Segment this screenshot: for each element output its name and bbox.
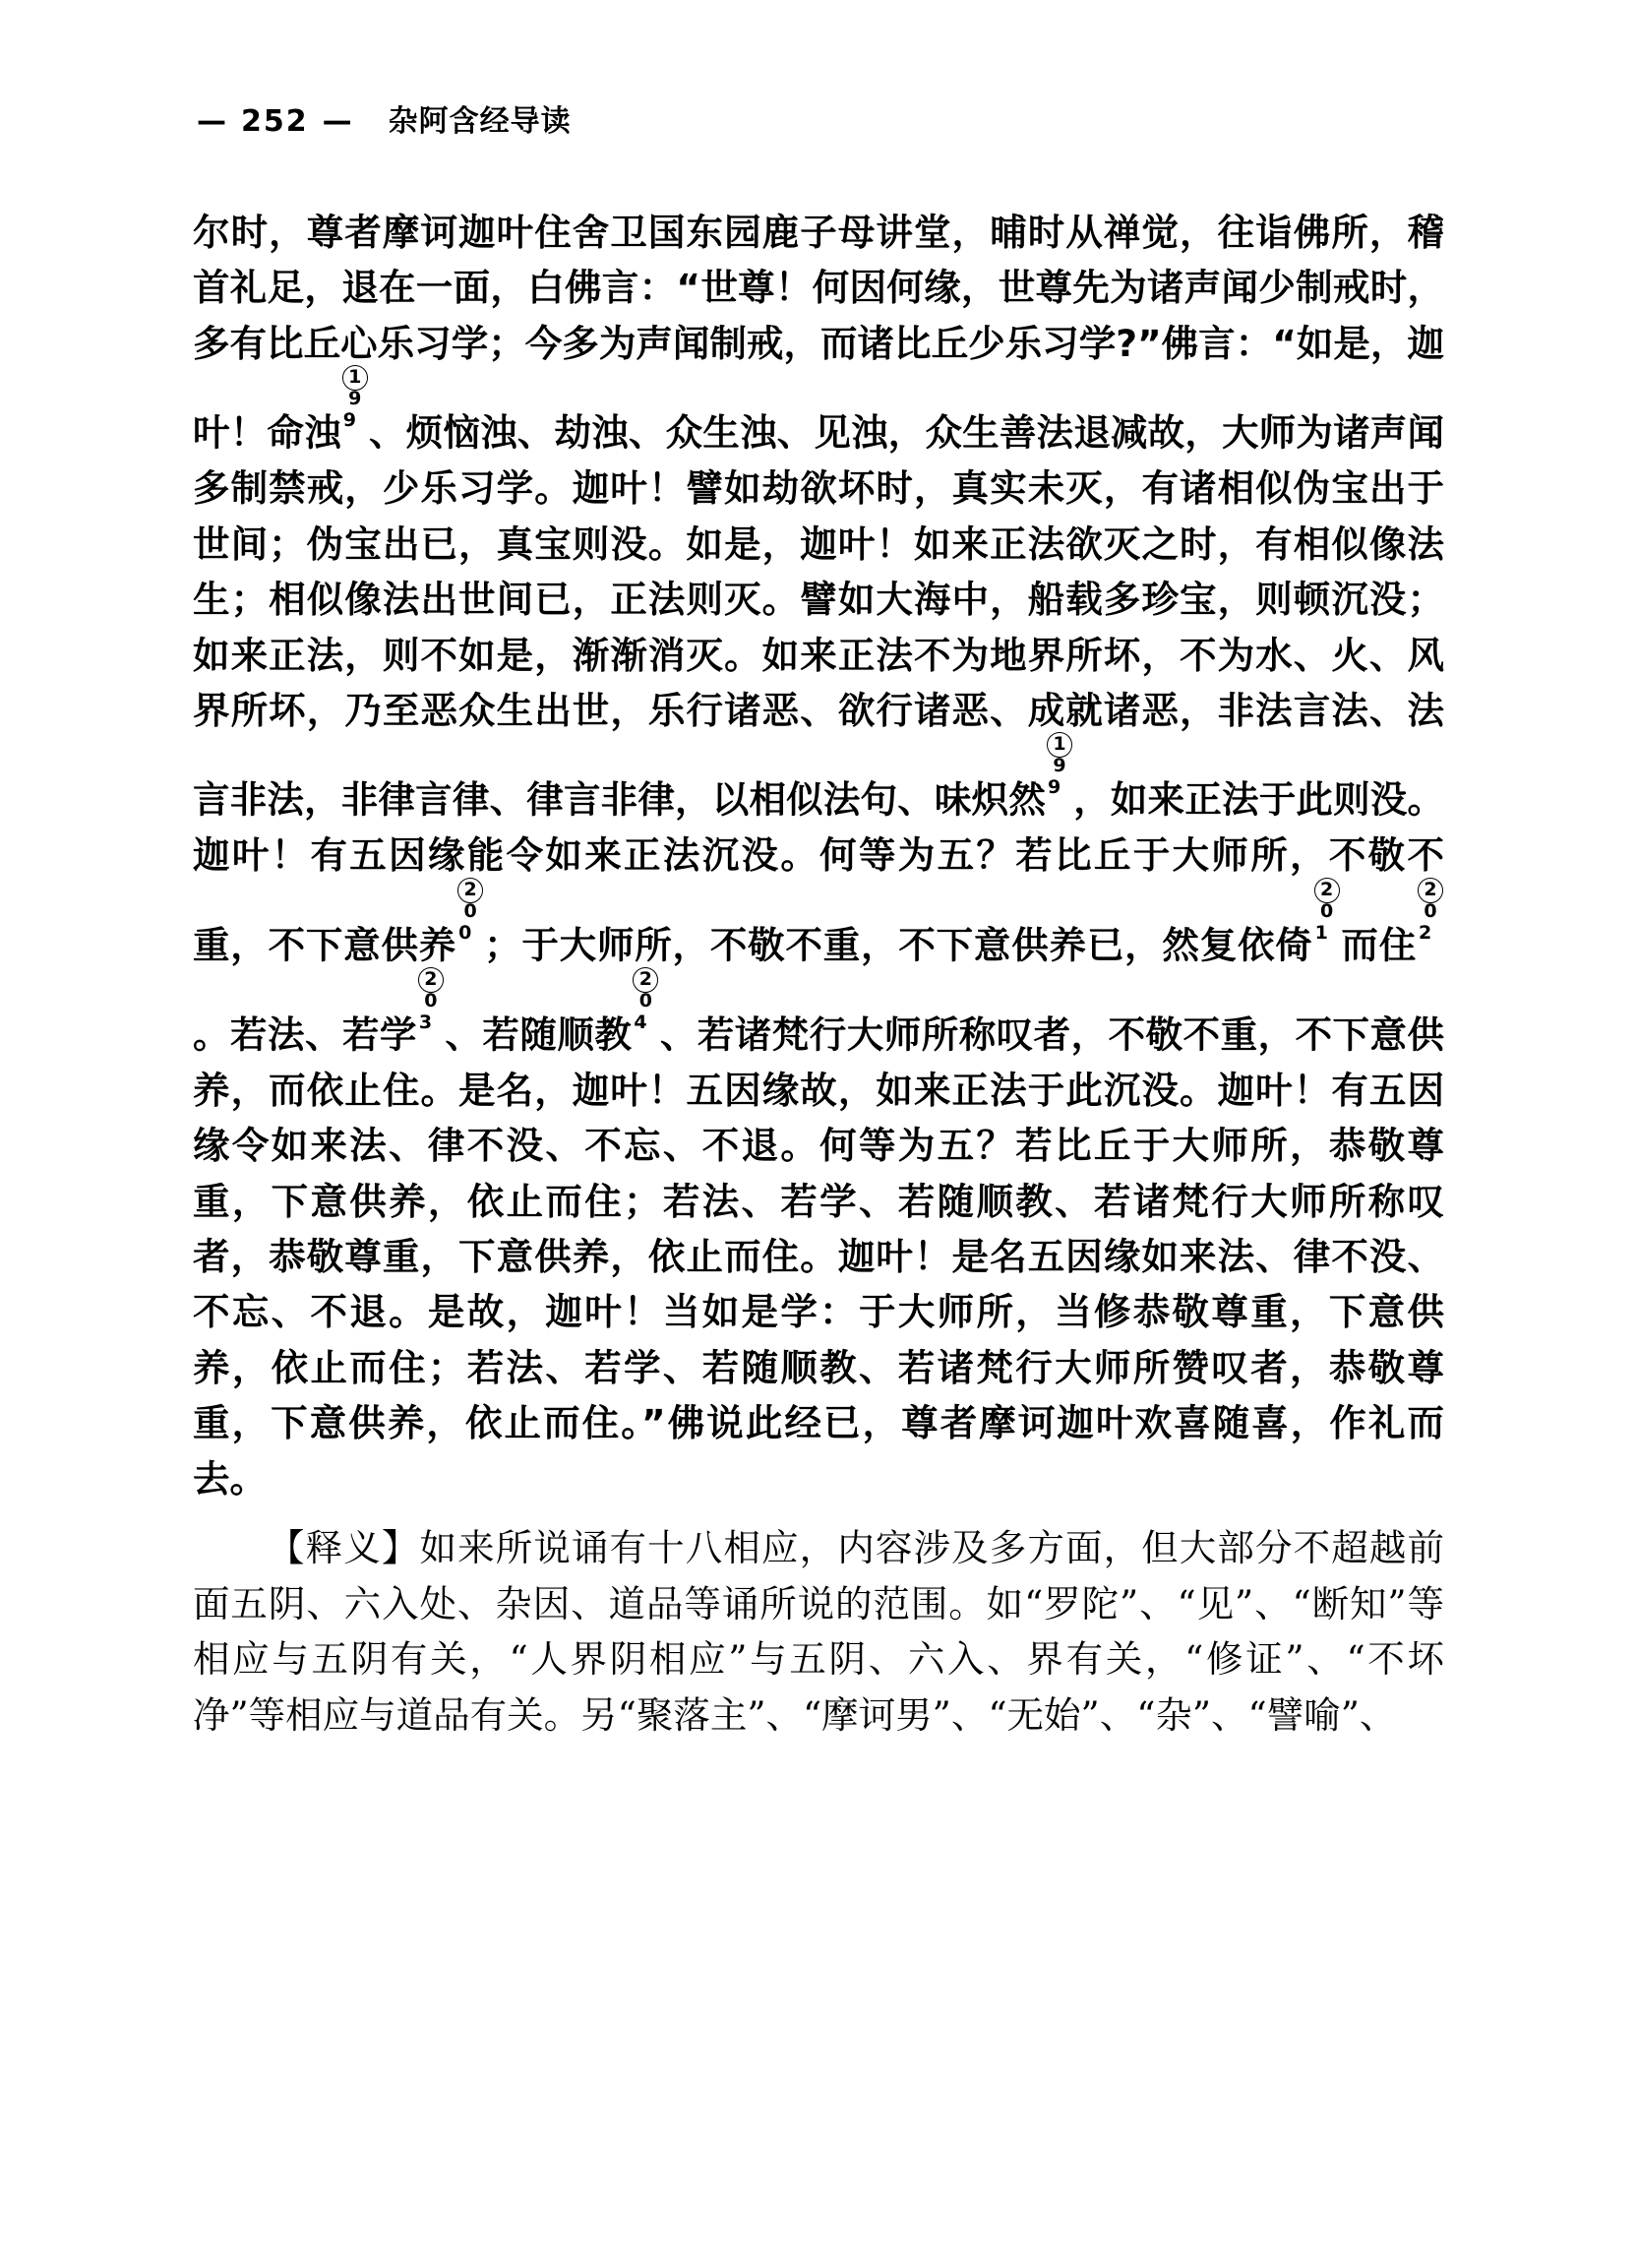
footnote-marker: 199 (1047, 732, 1072, 758)
footnote-marker: 200 (457, 878, 483, 903)
sutra-text-run: 、烦恼浊、劫浊、众生浊、见浊，众生善法退减故，大师为诸声闻多制禁戒，少乐习学。迦叶！譬如劫欲坏时，真实未灭，有诸相似伪宝出于世间；伪宝出已，真宝则没。如是，迦叶！如来正法欲灭之时，有相似像法生；相似像法出世间已，正法则灭。譬如大海中，船载多珍宝，则顿沉没；如来正法，则不如是，渐渐消灭。如来正法不为地界所坏，不为水、火、风界所坏，乃至恶众生出世，乐行诸恶、欲行诸恶、成就诸恶，非法言法、法言非法，非律言律、律言非律，以相似法句、味炽然 (193, 410, 1445, 822)
commentary-paragraph (193, 1520, 1444, 1743)
footnote-marker: 201 (1314, 878, 1340, 903)
header-left-dash: — (197, 104, 227, 139)
sutra-text-run: ，如来正法于此则没。迦叶！有五因缘能令如来正法沉没。何等为五？若比丘于大师所，不敬不重，不下意供养 (193, 777, 1445, 967)
sutra-text-run: 、若随顺教 (444, 1012, 633, 1057)
commentary-body: 如来所说诵有十八相应，内容涉及多方面，但大部分不超越前面五阴、六入处、杂因、道品等诵所说的范围。如“罗陀”、“见”、“断知”等相应与五阴有关，“人界阴相应”与五阴、六入、界有关，“修证”、“不坏净”等相应与道品有关。另“聚落主”、“摩诃男”、“无始”、“杂”、“譬喻”、 (193, 1526, 1444, 1737)
sutra-text-run: 尔时，尊者摩诃迦叶住舍卫国东园鹿子母讲堂，晡时从禅觉，往诣佛所，稽首礼足，退在一面，白佛言：“世尊！何因何缘，世尊先为诸声闻少制戒时，多有比丘心乐习学；今多为声闻制戒，而诸比丘少乐习学?”佛言：“如是，迦叶！命浊 (193, 211, 1444, 455)
header-right-dash: — (322, 104, 353, 139)
page-content (193, 205, 1444, 1743)
sutra-paragraph (193, 205, 1444, 1506)
sutra-text-run: 而住 (1340, 923, 1417, 967)
page-number: 252 (241, 104, 309, 139)
footnote-marker: 199 (342, 365, 368, 391)
footnote-marker: 202 (1418, 878, 1443, 903)
footnote-marker: 203 (418, 967, 444, 993)
sutra-text-run: 。若法、若学 (193, 1012, 417, 1057)
page-header (197, 96, 1476, 146)
footnote-marker: 204 (633, 967, 658, 993)
sutra-text-run: 、若诸梵行大师所称叹者，不敬不重，不下意供养，而依止住。是名，迦叶！五因缘故，如来正法于此沉没。迦叶！有五因缘令如来法、律不没、不忘、不退。何等为五？若比丘于大师所，恭敬尊重，下意供养，依止而住；若法、若学、若随顺教、若诸梵行大师所称叹者，恭敬尊重，下意供养，依止而住。迦叶！是名五因缘如来法、律不没、不忘、不退。是故，迦叶！当如是学：于大师所，当修恭敬尊重，下意供养，依止而住；若法、若学、若随顺教、若诸梵行大师所赞叹者，恭敬尊重，下意供养，依止而住。”佛说此经已，尊者摩诃迦叶欢喜随喜，作礼而去。 (193, 1012, 1445, 1501)
sutra-text-run: ；于大师所，不敬不重，不下意供养已，然复依倚 (484, 923, 1313, 967)
book-title: 杂阿含经导读 (388, 104, 572, 139)
commentary-label: 【释义】 (268, 1526, 420, 1570)
